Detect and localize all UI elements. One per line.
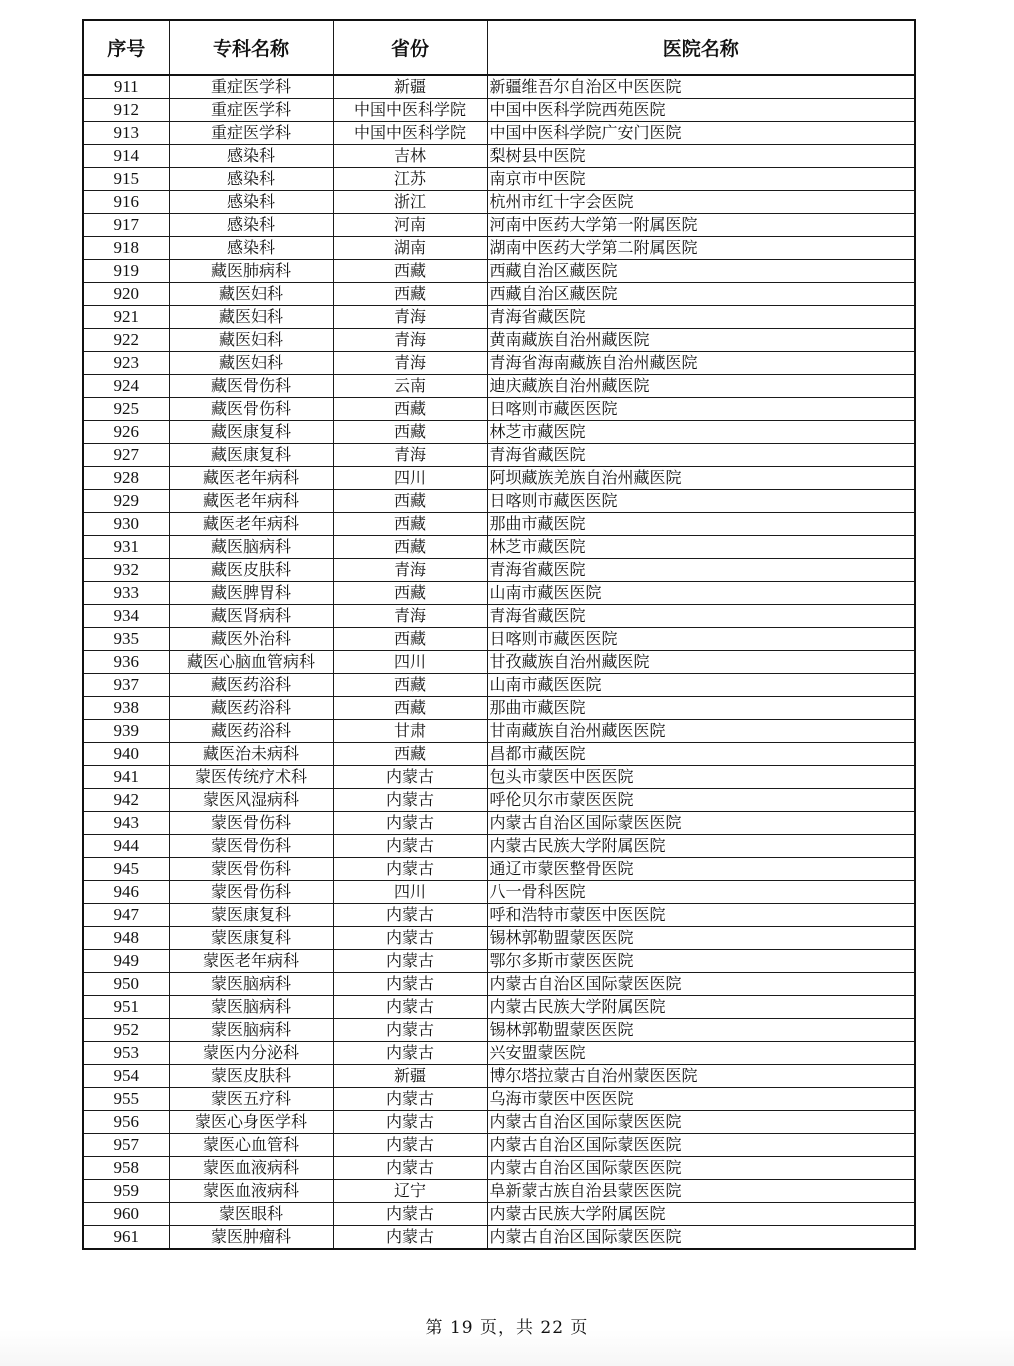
table-body [83,75,915,1249]
cell-hospital-name: 青海省藏医院 [487,559,915,582]
cell-province: 吉林 [333,145,487,168]
cell-specialty-name: 蒙医皮肤科 [169,1065,333,1088]
cell-province: 青海 [333,306,487,329]
table-row [83,145,915,168]
cell-hospital-name: 乌海市蒙医中医医院 [487,1088,915,1111]
cell-province: 青海 [333,329,487,352]
cell-serial-number: 934 [83,605,169,628]
cell-hospital-name: 阜新蒙古族自治县蒙医医院 [487,1180,915,1203]
cell-specialty-name: 藏医老年病科 [169,513,333,536]
cell-specialty-name: 蒙医血液病科 [169,1157,333,1180]
cell-province: 湖南 [333,237,487,260]
table-row [83,651,915,674]
table-row [83,1065,915,1088]
cell-hospital-name: 那曲市藏医院 [487,697,915,720]
cell-hospital-name: 中国中医科学院西苑医院 [487,99,915,122]
cell-province: 内蒙古 [333,858,487,881]
cell-specialty-name: 蒙医眼科 [169,1203,333,1226]
cell-specialty-name: 蒙医骨伤科 [169,835,333,858]
cell-serial-number: 959 [83,1180,169,1203]
cell-specialty-name: 重症医学科 [169,99,333,122]
cell-hospital-name: 青海省藏医院 [487,444,915,467]
cell-province: 甘肃 [333,720,487,743]
cell-hospital-name: 甘孜藏族自治州藏医院 [487,651,915,674]
cell-serial-number: 936 [83,651,169,674]
table-row [83,996,915,1019]
cell-province: 辽宁 [333,1180,487,1203]
cell-serial-number: 919 [83,260,169,283]
cell-hospital-name: 内蒙古民族大学附属医院 [487,835,915,858]
cell-province: 西藏 [333,697,487,720]
cell-serial-number: 950 [83,973,169,996]
cell-serial-number: 941 [83,766,169,789]
table-row [83,283,915,306]
cell-province: 内蒙古 [333,1134,487,1157]
cell-serial-number: 935 [83,628,169,651]
cell-specialty-name: 藏医治未病科 [169,743,333,766]
cell-specialty-name: 蒙医血液病科 [169,1180,333,1203]
cell-hospital-name: 昌都市藏医院 [487,743,915,766]
table-row [83,490,915,513]
cell-hospital-name: 鄂尔多斯市蒙医医院 [487,950,915,973]
header-specialty-name: 专科名称 [169,20,333,75]
cell-hospital-name: 内蒙古自治区国际蒙医医院 [487,1157,915,1180]
header-hospital-name: 医院名称 [487,20,915,75]
cell-hospital-name: 呼和浩特市蒙医中医医院 [487,904,915,927]
cell-province: 四川 [333,651,487,674]
cell-province: 内蒙古 [333,904,487,927]
cell-province: 内蒙古 [333,812,487,835]
cell-specialty-name: 蒙医骨伤科 [169,881,333,904]
cell-specialty-name: 重症医学科 [169,75,333,99]
cell-serial-number: 951 [83,996,169,1019]
cell-hospital-name: 日喀则市藏医医院 [487,398,915,421]
cell-serial-number: 916 [83,191,169,214]
cell-serial-number: 931 [83,536,169,559]
table-row [83,513,915,536]
cell-province: 青海 [333,352,487,375]
cell-hospital-name: 林芝市藏医院 [487,536,915,559]
table-row [83,720,915,743]
cell-province: 河南 [333,214,487,237]
table-row [83,559,915,582]
cell-hospital-name: 迪庆藏族自治州藏医院 [487,375,915,398]
table-row [83,1226,915,1250]
cell-specialty-name: 藏医康复科 [169,444,333,467]
cell-hospital-name: 山南市藏医医院 [487,674,915,697]
cell-province: 青海 [333,444,487,467]
cell-province: 西藏 [333,582,487,605]
cell-serial-number: 943 [83,812,169,835]
table-row [83,352,915,375]
cell-hospital-name: 甘南藏族自治州藏医医院 [487,720,915,743]
cell-serial-number: 939 [83,720,169,743]
cell-serial-number: 955 [83,1088,169,1111]
cell-province: 内蒙古 [333,996,487,1019]
cell-specialty-name: 藏医心脑血管病科 [169,651,333,674]
cell-province: 内蒙古 [333,1088,487,1111]
cell-province: 西藏 [333,513,487,536]
header-serial-number: 序号 [83,20,169,75]
cell-serial-number: 938 [83,697,169,720]
cell-serial-number: 933 [83,582,169,605]
cell-hospital-name: 内蒙古自治区国际蒙医医院 [487,1226,915,1250]
table-row [83,766,915,789]
cell-hospital-name: 那曲市藏医院 [487,513,915,536]
cell-province: 西藏 [333,536,487,559]
cell-hospital-name: 青海省藏医院 [487,605,915,628]
cell-specialty-name: 蒙医传统疗术科 [169,766,333,789]
table-row [83,674,915,697]
cell-hospital-name: 八一骨科医院 [487,881,915,904]
cell-province: 内蒙古 [333,1042,487,1065]
table-row [83,467,915,490]
cell-hospital-name: 青海省藏医院 [487,306,915,329]
cell-specialty-name: 蒙医脑病科 [169,973,333,996]
cell-hospital-name: 内蒙古自治区国际蒙医医院 [487,1111,915,1134]
cell-province: 中国中医科学院 [333,99,487,122]
cell-province: 西藏 [333,628,487,651]
hospital-specialty-table [82,19,916,1250]
cell-hospital-name: 锡林郭勒盟蒙医医院 [487,1019,915,1042]
cell-hospital-name: 博尔塔拉蒙古自治州蒙医医院 [487,1065,915,1088]
cell-province: 四川 [333,467,487,490]
cell-specialty-name: 蒙医风湿病科 [169,789,333,812]
cell-serial-number: 928 [83,467,169,490]
cell-province: 西藏 [333,743,487,766]
table-row [83,858,915,881]
cell-specialty-name: 藏医药浴科 [169,674,333,697]
cell-specialty-name: 藏医肺病科 [169,260,333,283]
cell-hospital-name: 西藏自治区藏医院 [487,260,915,283]
cell-specialty-name: 重症医学科 [169,122,333,145]
cell-specialty-name: 蒙医心血管科 [169,1134,333,1157]
cell-hospital-name: 兴安盟蒙医院 [487,1042,915,1065]
cell-hospital-name: 河南中医药大学第一附属医院 [487,214,915,237]
cell-hospital-name: 锡林郭勒盟蒙医医院 [487,927,915,950]
header-province: 省份 [333,20,487,75]
cell-specialty-name: 藏医妇科 [169,306,333,329]
cell-specialty-name: 藏医脑病科 [169,536,333,559]
table-row [83,260,915,283]
cell-serial-number: 914 [83,145,169,168]
cell-hospital-name: 新疆维吾尔自治区中医医院 [487,75,915,99]
table-row [83,927,915,950]
cell-province: 西藏 [333,283,487,306]
table-row [83,421,915,444]
cell-province: 西藏 [333,260,487,283]
cell-hospital-name: 通辽市蒙医整骨医院 [487,858,915,881]
table-row [83,122,915,145]
cell-hospital-name: 梨树县中医院 [487,145,915,168]
cell-serial-number: 927 [83,444,169,467]
table-row [83,375,915,398]
cell-serial-number: 940 [83,743,169,766]
cell-specialty-name: 蒙医康复科 [169,927,333,950]
cell-hospital-name: 内蒙古自治区国际蒙医医院 [487,973,915,996]
cell-specialty-name: 藏医老年病科 [169,467,333,490]
cell-specialty-name: 藏医妇科 [169,283,333,306]
cell-hospital-name: 中国中医科学院广安门医院 [487,122,915,145]
table-row [83,697,915,720]
cell-serial-number: 917 [83,214,169,237]
cell-serial-number: 929 [83,490,169,513]
cell-serial-number: 930 [83,513,169,536]
cell-hospital-name: 内蒙古自治区国际蒙医医院 [487,1134,915,1157]
cell-specialty-name: 感染科 [169,237,333,260]
cell-serial-number: 920 [83,283,169,306]
cell-specialty-name: 蒙医心身医学科 [169,1111,333,1134]
cell-province: 西藏 [333,674,487,697]
table-row [83,1180,915,1203]
cell-province: 内蒙古 [333,789,487,812]
cell-specialty-name: 感染科 [169,191,333,214]
cell-hospital-name: 南京市中医院 [487,168,915,191]
cell-specialty-name: 蒙医康复科 [169,904,333,927]
cell-specialty-name: 蒙医五疗科 [169,1088,333,1111]
cell-province: 内蒙古 [333,950,487,973]
cell-serial-number: 956 [83,1111,169,1134]
cell-specialty-name: 蒙医老年病科 [169,950,333,973]
cell-specialty-name: 藏医外治科 [169,628,333,651]
table-row [83,1111,915,1134]
table-row [83,1157,915,1180]
cell-serial-number: 925 [83,398,169,421]
cell-province: 浙江 [333,191,487,214]
table-row [83,835,915,858]
cell-serial-number: 923 [83,352,169,375]
cell-hospital-name: 内蒙古民族大学附属医院 [487,1203,915,1226]
cell-province: 西藏 [333,398,487,421]
cell-province: 新疆 [333,75,487,99]
cell-hospital-name: 日喀则市藏医医院 [487,490,915,513]
table-row [83,973,915,996]
cell-serial-number: 912 [83,99,169,122]
cell-serial-number: 913 [83,122,169,145]
cell-serial-number: 958 [83,1157,169,1180]
cell-specialty-name: 藏医药浴科 [169,720,333,743]
cell-serial-number: 946 [83,881,169,904]
cell-province: 西藏 [333,421,487,444]
cell-specialty-name: 藏医药浴科 [169,697,333,720]
cell-serial-number: 953 [83,1042,169,1065]
table-row [83,214,915,237]
cell-serial-number: 960 [83,1203,169,1226]
cell-province: 青海 [333,559,487,582]
cell-specialty-name: 蒙医骨伤科 [169,812,333,835]
cell-specialty-name: 感染科 [169,214,333,237]
cell-province: 内蒙古 [333,927,487,950]
cell-serial-number: 932 [83,559,169,582]
cell-province: 中国中医科学院 [333,122,487,145]
cell-serial-number: 949 [83,950,169,973]
table-row [83,398,915,421]
table-row [83,950,915,973]
cell-specialty-name: 藏医妇科 [169,329,333,352]
cell-specialty-name: 蒙医脑病科 [169,996,333,1019]
cell-province: 西藏 [333,490,487,513]
cell-serial-number: 924 [83,375,169,398]
table-row [83,444,915,467]
table-row [83,99,915,122]
cell-province: 内蒙古 [333,1111,487,1134]
table-row [83,812,915,835]
cell-serial-number: 944 [83,835,169,858]
cell-province: 四川 [333,881,487,904]
cell-hospital-name: 黄南藏族自治州藏医院 [487,329,915,352]
cell-hospital-name: 西藏自治区藏医院 [487,283,915,306]
table-row [83,904,915,927]
cell-hospital-name: 湖南中医药大学第二附属医院 [487,237,915,260]
cell-specialty-name: 藏医骨伤科 [169,398,333,421]
cell-serial-number: 947 [83,904,169,927]
cell-specialty-name: 藏医老年病科 [169,490,333,513]
cell-province: 云南 [333,375,487,398]
cell-serial-number: 957 [83,1134,169,1157]
cell-serial-number: 961 [83,1226,169,1250]
cell-province: 内蒙古 [333,1226,487,1250]
cell-province: 内蒙古 [333,1157,487,1180]
cell-serial-number: 921 [83,306,169,329]
cell-province: 内蒙古 [333,973,487,996]
cell-hospital-name: 林芝市藏医院 [487,421,915,444]
table-row [83,237,915,260]
table-row [83,789,915,812]
cell-specialty-name: 藏医脾胃科 [169,582,333,605]
cell-specialty-name: 感染科 [169,168,333,191]
cell-serial-number: 954 [83,1065,169,1088]
cell-serial-number: 926 [83,421,169,444]
table-row [83,75,915,99]
table-row [83,1134,915,1157]
table-row [83,582,915,605]
table-row [83,168,915,191]
cell-province: 内蒙古 [333,1019,487,1042]
cell-serial-number: 918 [83,237,169,260]
cell-hospital-name: 山南市藏医医院 [487,582,915,605]
table-row [83,329,915,352]
cell-specialty-name: 藏医骨伤科 [169,375,333,398]
cell-serial-number: 915 [83,168,169,191]
cell-serial-number: 948 [83,927,169,950]
cell-specialty-name: 藏医肾病科 [169,605,333,628]
table-row [83,1088,915,1111]
cell-serial-number: 937 [83,674,169,697]
table-row [83,1019,915,1042]
table-header-row [83,20,915,75]
cell-province: 内蒙古 [333,766,487,789]
page-number-footer: 第 19 页，共 22 页 [425,1318,589,1338]
table-row [83,628,915,651]
cell-serial-number: 922 [83,329,169,352]
cell-specialty-name: 蒙医骨伤科 [169,858,333,881]
table-row [83,1042,915,1065]
table-row [83,1203,915,1226]
cell-hospital-name: 阿坝藏族羌族自治州藏医院 [487,467,915,490]
cell-specialty-name: 蒙医脑病科 [169,1019,333,1042]
cell-specialty-name: 藏医妇科 [169,352,333,375]
cell-serial-number: 942 [83,789,169,812]
cell-specialty-name: 蒙医内分泌科 [169,1042,333,1065]
cell-province: 新疆 [333,1065,487,1088]
cell-hospital-name: 包头市蒙医中医医院 [487,766,915,789]
cell-province: 青海 [333,605,487,628]
cell-province: 江苏 [333,168,487,191]
cell-hospital-name: 内蒙古民族大学附属医院 [487,996,915,1019]
cell-hospital-name: 内蒙古自治区国际蒙医医院 [487,812,915,835]
cell-serial-number: 911 [83,75,169,99]
table-row [83,191,915,214]
table-row [83,306,915,329]
cell-serial-number: 945 [83,858,169,881]
cell-province: 内蒙古 [333,835,487,858]
cell-serial-number: 952 [83,1019,169,1042]
cell-specialty-name: 藏医康复科 [169,421,333,444]
cell-specialty-name: 感染科 [169,145,333,168]
cell-hospital-name: 日喀则市藏医医院 [487,628,915,651]
cell-hospital-name: 呼伦贝尔市蒙医医院 [487,789,915,812]
cell-province: 内蒙古 [333,1203,487,1226]
table-row [83,536,915,559]
cell-specialty-name: 藏医皮肤科 [169,559,333,582]
table-row [83,743,915,766]
table-row [83,881,915,904]
cell-hospital-name: 青海省海南藏族自治州藏医院 [487,352,915,375]
cell-specialty-name: 蒙医肿瘤科 [169,1226,333,1250]
cell-hospital-name: 杭州市红十字会医院 [487,191,915,214]
table-row [83,605,915,628]
